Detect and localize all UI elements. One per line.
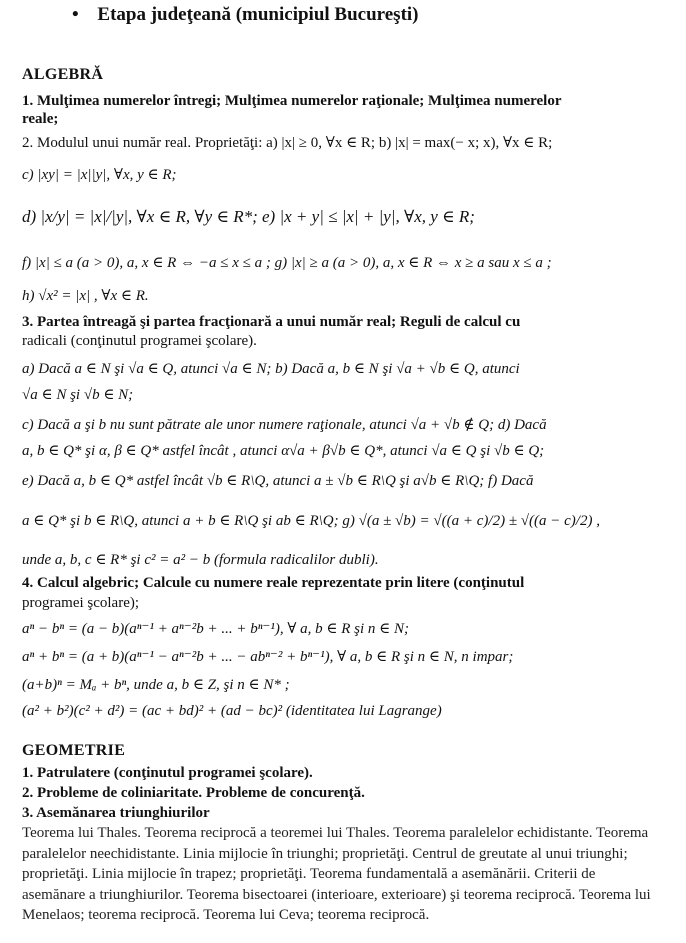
identity-binomial-multiple: (a+b)ⁿ = Mₐ + bⁿ, unde a, b ∈ Z, şi n ∈ N* ; <box>22 677 290 693</box>
radical-rule-a-b: a) Dacă a ∈ N şi √a ∈ Q, atunci √a ∈ N; b) Dacă a, b ∈ N şi √a + √b ∈ Q, atunci <box>22 361 520 377</box>
modulus-property-c: c) |xy| = |x||y|, ∀x, y ∈ R; <box>22 167 177 183</box>
algebra-item-1: 1. Mulţimea numerelor întregi; Mulţimea numerelor raţionale; Mulţimea numerelor <box>22 93 562 109</box>
identity-sum-powers: aⁿ + bⁿ = (a + b)(aⁿ⁻¹ − aⁿ⁻²b + ... − abⁿ⁻² + bⁿ⁻¹), ∀ a, b ∈ R şi n ∈ N, n impar; <box>22 649 514 665</box>
identity-lagrange: (a² + b²)(c² + d²) = (ac + bd)² + (ad − bc)² (identitatea lui Lagrange) <box>22 703 442 719</box>
geometry-item-3: 3. Asemănarea triunghiurilor <box>22 805 210 821</box>
geometry-paragraph: Teorema lui Thales. Teorema reciprocă a teoremei lui Thales. Teorema paralelelor echidistante. Teorema paralelelor neechidistante. Linia mijlocie în triunghi; proprietăţi. Centrul de greutate al unui triunghi; proprietăţi. Linia mijlocie în trapez; proprietăţi. Teorema fundamentală a asemănării. Criterii de asemănare a triunghiurilor. Teorema bisectoarei (interioare, exterioare) şi teorema reciprocă. Teorema lui Menelaos; teorema reciprocă. Teorema lui Ceva; teorema reciprocă. <box>22 825 651 924</box>
radical-rule-g-cont: unde a, b, c ∈ R* şi c² = a² − b (formula radicalilor dubli). <box>22 552 379 568</box>
radical-rule-e-f: e) Dacă a, b ∈ Q* astfel încât √b ∈ R\Q, atunci a ± √b ∈ R\Q şi a√b ∈ R\Q; f) Dacă <box>22 473 534 489</box>
radical-rule-b-cont: √a ∈ N şi √b ∈ N; <box>22 387 134 403</box>
algebra-item-1-cont: reale; <box>22 111 59 127</box>
algebra-item-3: 3. Partea întreagă şi partea fracţionară a unui număr real; Reguli de calcul cu <box>22 314 521 330</box>
radical-rule-g: a ∈ Q* şi b ∈ R\Q, atunci a + b ∈ R\Q şi ab ∈ R\Q; g) √(a ± √b) = √((a + c)/2) ± √((a − c)/2) , <box>22 513 600 529</box>
algebra-item-2-text: 2. Modulul unui număr real. Proprietăţi: a) |x| ≥ 0, ∀x ∈ R; b) |x| = max(− x; x), ∀x ∈ R; <box>22 135 553 151</box>
geometry-item-1: 1. Patrulatere (conţinutul programei şcolare). <box>22 765 313 781</box>
stage-title: Etapa judeţeană (municipiul Bucureşti) <box>97 4 419 25</box>
geometry-item-2: 2. Probleme de coliniaritate. Probleme de concurenţă. <box>22 785 365 801</box>
modulus-property-h: h) √x² = |x| , ∀x ∈ R. <box>22 288 149 304</box>
algebra-item-2 <box>22 134 552 152</box>
modulus-property-f-g: f) |x| ≤ a (a > 0), a, x ∈ R ⇔ −a ≤ x ≤ a ; g) |x| ≥ a (a > 0), a, x ∈ R ⇔ x ≥ a sau x ≤ a ; <box>22 255 552 271</box>
bullet-glyph: • <box>72 4 79 25</box>
stage-heading <box>72 6 419 24</box>
identity-difference-powers: aⁿ − bⁿ = (a − b)(aⁿ⁻¹ + aⁿ⁻²b + ... + bⁿ⁻¹), ∀ a, b ∈ R şi n ∈ N; <box>22 621 410 637</box>
modulus-property-d-e: d) |x/y| = |x|/|y|, ∀x ∈ R, ∀y ∈ R*; e) |x + y| ≤ |x| + |y|, ∀x, y ∈ R; <box>22 207 475 226</box>
algebra-item-4-cont: programei şcolare); <box>22 595 140 611</box>
radical-rule-c-d: c) Dacă a şi b nu sunt pătrate ale unor numere raţionale, atunci √a + √b ∉ Q; d) Dacă <box>22 417 547 433</box>
geometry-heading: GEOMETRIE <box>22 742 126 759</box>
algebra-heading: ALGEBRĂ <box>22 66 104 83</box>
radical-rule-d-cont: a, b ∈ Q* şi α, β ∈ Q* astfel încât , atunci α√a + β√b ∈ Q*, atunci √a ∈ Q şi √b ∈ Q; <box>22 443 545 459</box>
algebra-item-3-cont: radicali (conţinutul programei şcolare). <box>22 333 257 349</box>
algebra-item-4: 4. Calcul algebric; Calcule cu numere reale reprezentate prin litere (conţinutul <box>22 575 525 591</box>
